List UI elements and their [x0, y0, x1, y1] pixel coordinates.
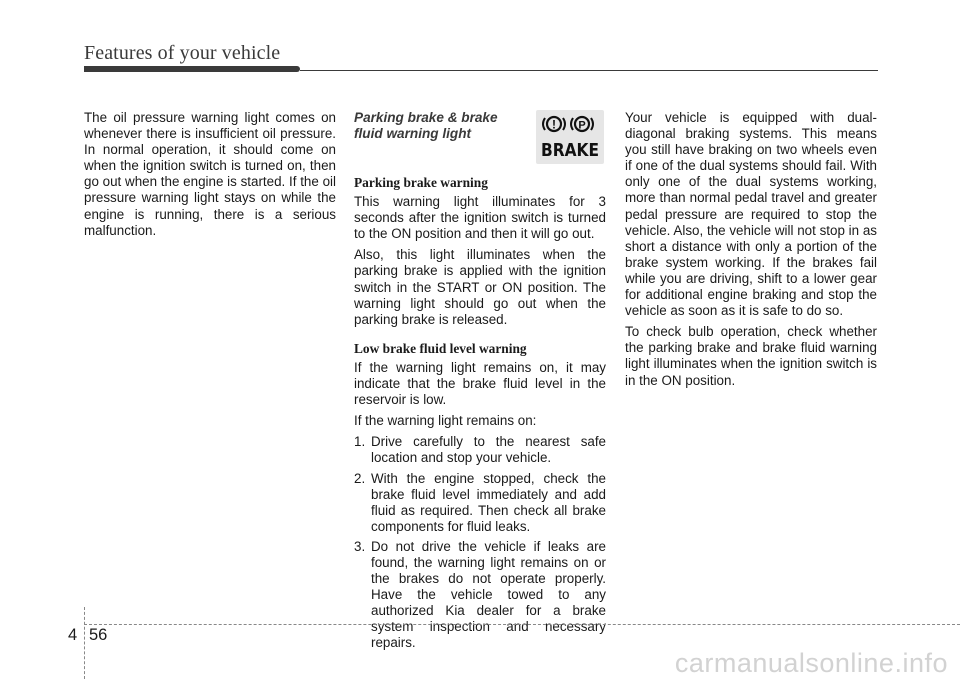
list-item: 2. With the engine stopped, check the brake fluid level immediately and add fluid as required. Then check all brake components for fluid leaks.: [354, 470, 606, 534]
dual-braking-paragraph: Your vehicle is equipped with dual-diagonal braking systems. This means you still have braking on two wheels even if one of the dual systems should fail. With only one of the dual systems working, more than normal pedal travel and greater pedal pressure are required to stop the vehicle. Also, the vehicle will not stop in as short a distance with only a portion of the brake system working. If the brakes fail while you are driving, shift to a lower gear for additional engine braking and stop the vehicle as soon as it is safe to do so.: [625, 110, 877, 319]
footer-divider: [84, 607, 85, 679]
parking-symbol: P: [578, 119, 586, 132]
brake-fluid-heading: Low brake fluid level warning: [354, 340, 527, 356]
parking-brake-paragraph-1: This warning light illuminates for 3 seconds after the ignition switch is turned to the ON position and then it will go out.: [354, 194, 606, 242]
page-number: 56: [89, 626, 108, 644]
parking-brake-paragraph-2: Also, this light illuminates when the parking brake is applied with the ignition switch in the START or ON position. The warning light should go out when the parking brake is released.: [354, 247, 606, 327]
chapter-number: 4: [68, 626, 78, 644]
brake-label: BRAKE: [541, 140, 599, 161]
exclamation-symbol: !: [552, 117, 556, 132]
brake-warning-subheading: Parking brake & brake fluid warning light: [354, 110, 498, 141]
brake-fluid-paragraph-2: If the warning light remains on:: [354, 413, 537, 429]
parking-brake-heading: Parking brake warning: [354, 175, 488, 190]
brake-warning-icon: [536, 110, 604, 164]
header-rule: [84, 66, 300, 72]
bulb-check-paragraph: To check bulb operation, check whether the parking brake and brake fluid warning light illuminates when the ignition switch is in the ON position.: [625, 324, 877, 388]
list-item: 1. Drive carefully to the nearest safe location and stop your vehicle.: [354, 434, 606, 466]
page-title: Features of your vehicle: [84, 42, 281, 64]
brake-fluid-paragraph-1: If the warning light remains on, it may indicate that the brake fluid level in the reservoir is low.: [354, 359, 606, 408]
list-item: 3. Do not drive the vehicle if leaks are found, the warning light remains on or the brakes do not operate properly. Have the vehicle towed to any authorized Kia dealer for a brake system inspection and necessary repairs.: [354, 538, 606, 651]
footer-rule: [84, 624, 960, 625]
header-rule-line: [300, 70, 878, 72]
brake-fluid-steps: [354, 434, 606, 651]
oil-pressure-paragraph: The oil pressure warning light comes on whenever there is insufficient oil pressure. In normal operation, it should come on when the ignition switch is turned on, then go out when the engine is started. If the oil pressure warning light stays on while the engine is running, there is a serious malfunction.: [84, 110, 336, 238]
column-oil-pressure: [84, 110, 336, 244]
watermark: carmanualsonline.info: [674, 648, 948, 678]
column-brake-warning: [354, 110, 606, 656]
column-dual-braking: [625, 110, 877, 394]
